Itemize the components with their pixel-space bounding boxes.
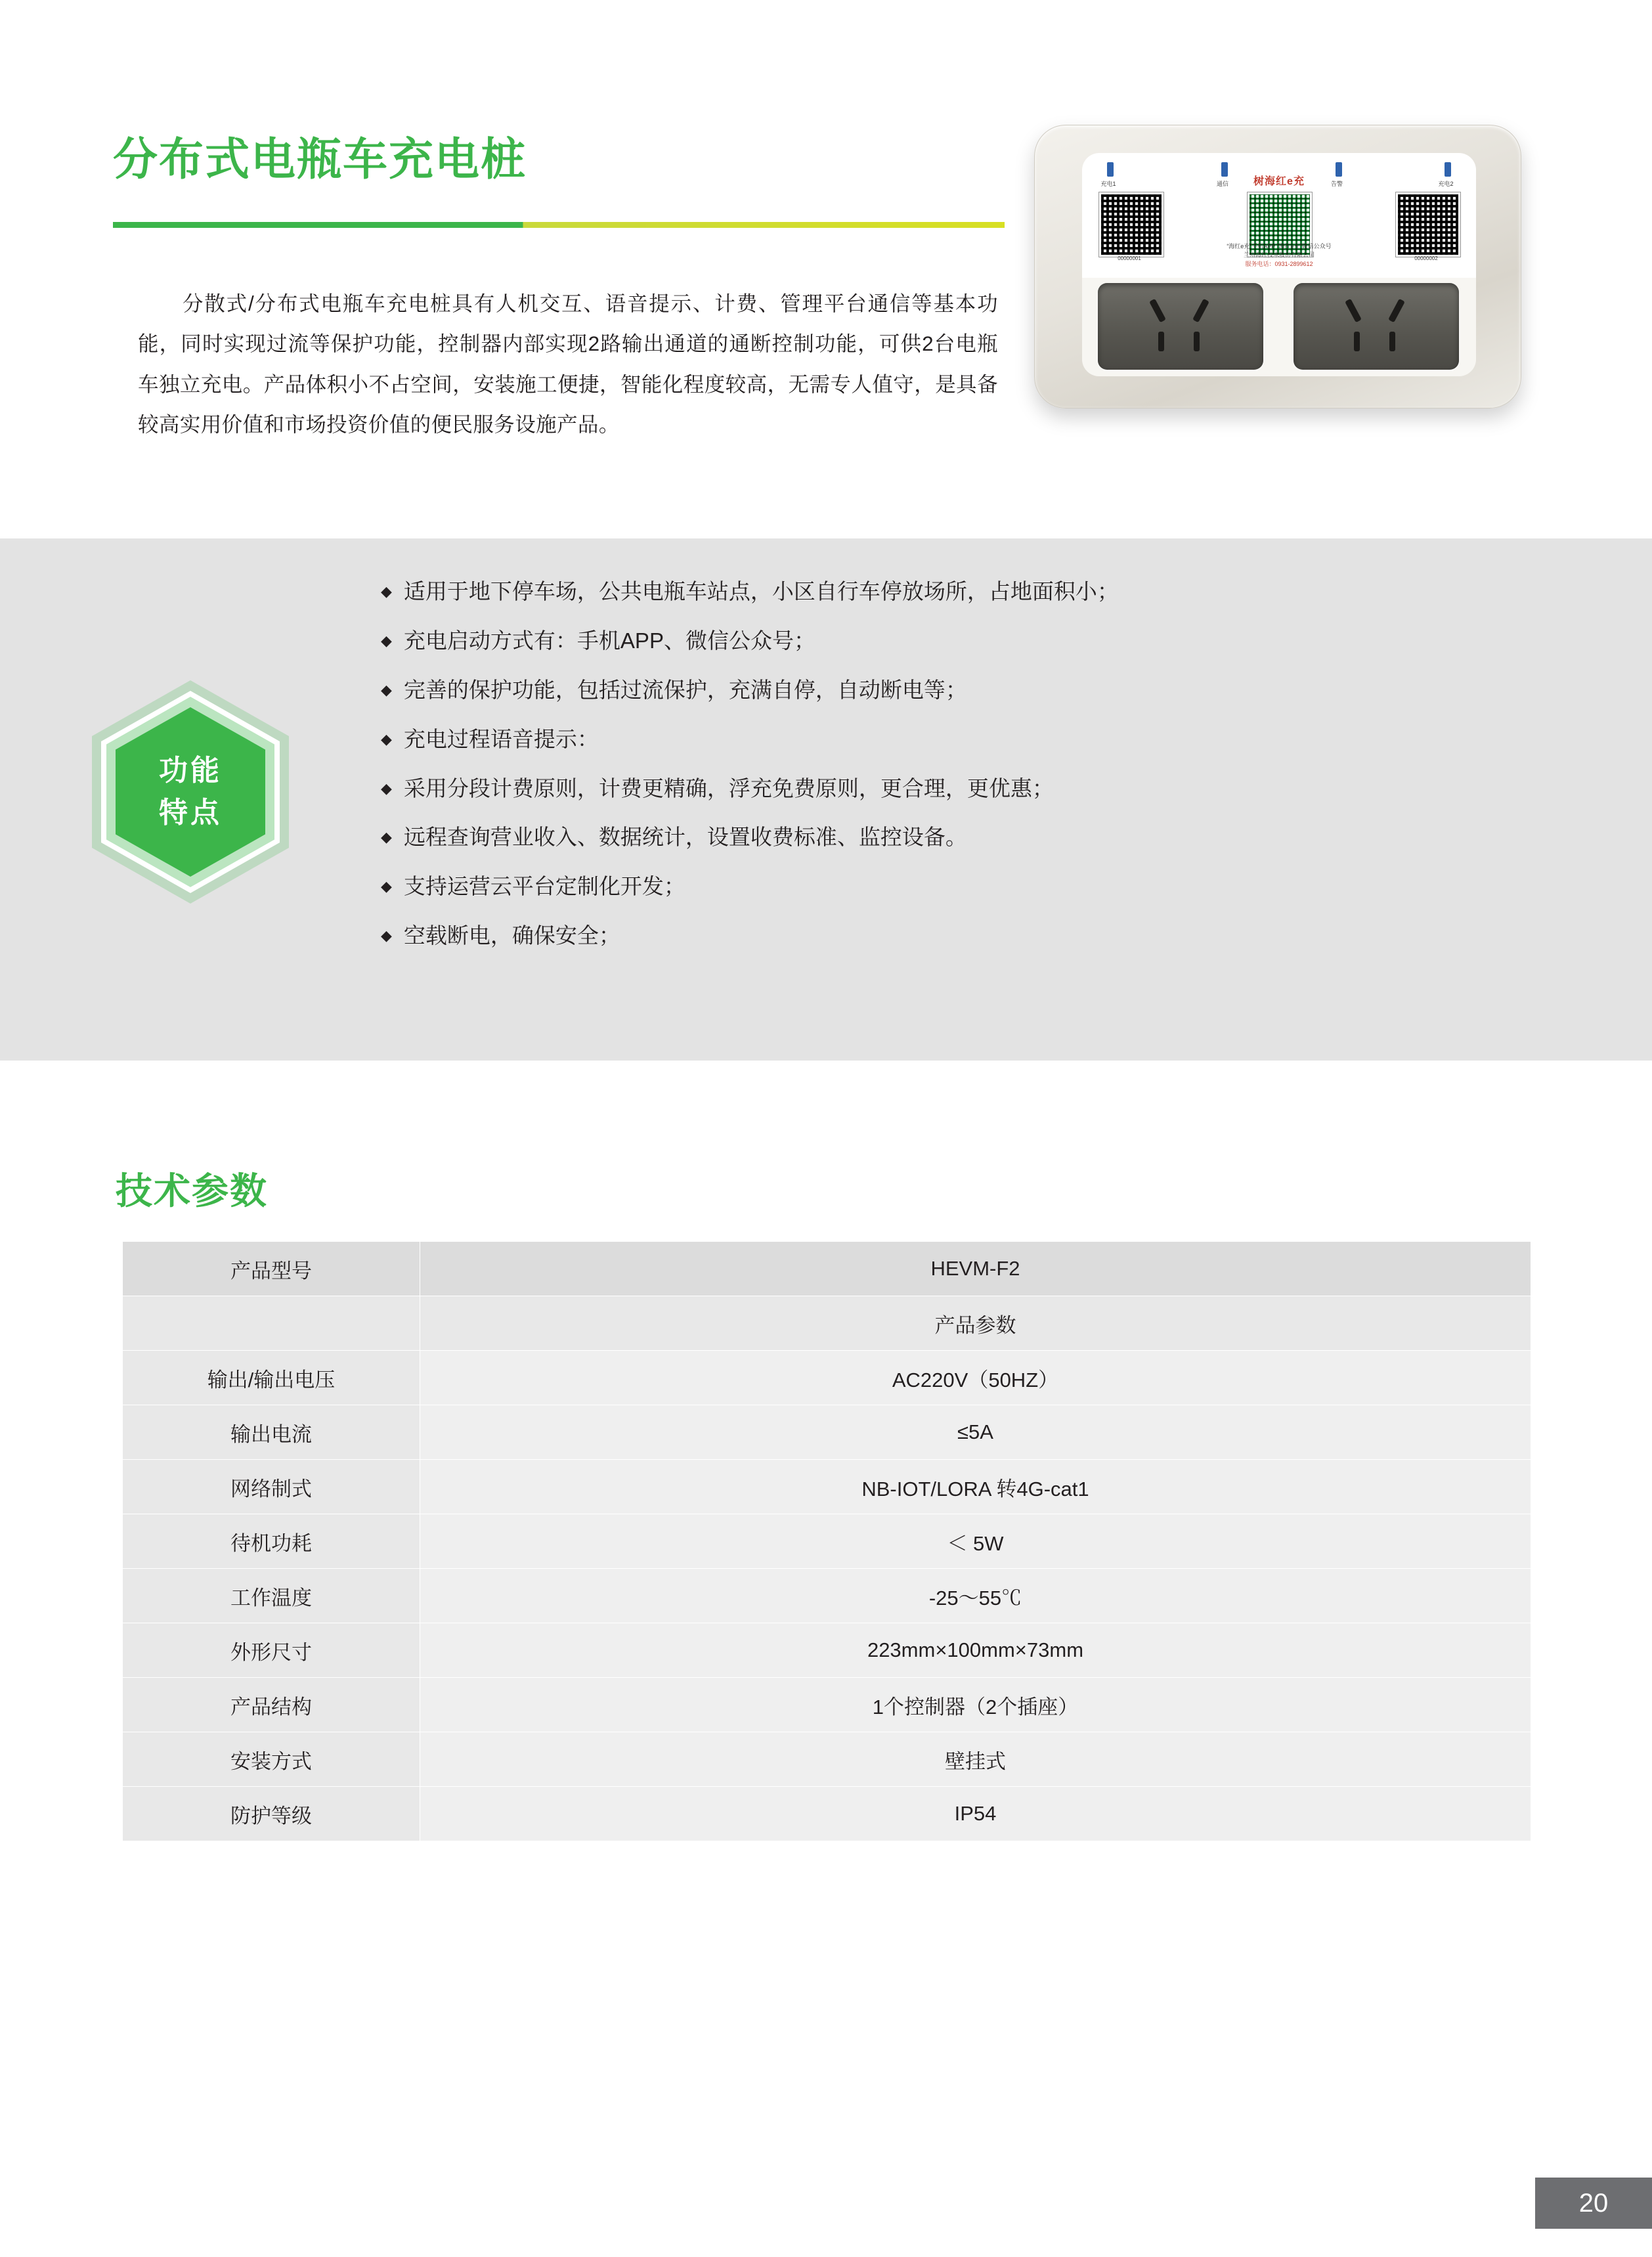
table-cell-key: 产品结构: [123, 1678, 420, 1732]
table-row: [123, 1623, 1531, 1678]
table-cell-value: 1个控制器（2个插座）: [420, 1678, 1531, 1732]
table-cell-key: 产品型号: [123, 1242, 420, 1296]
list-item-label: 充电启动方式有：手机APP、微信公众号；: [403, 628, 815, 653]
table-row: [123, 1569, 1531, 1623]
device-brand-text: 树海红e充: [1253, 176, 1305, 187]
diamond-bullet-icon: ◆: [381, 583, 392, 600]
table-cell-value: -25～55℃: [420, 1569, 1531, 1623]
features-hex-badge: [92, 680, 309, 917]
table-cell-key: 安装方式: [123, 1732, 420, 1787]
list-item-label: 完善的保护功能，包括过流保护，充满自停，自动断电等；: [403, 677, 967, 702]
list-item-label: 充电过程语音提示：: [403, 726, 599, 751]
hex-badge-line-1: 功能: [159, 755, 222, 787]
socket-left: [1098, 283, 1263, 370]
table-row: [123, 1787, 1531, 1841]
socket-slot: [1194, 332, 1200, 351]
indicator-bar-charge1: [1107, 162, 1114, 177]
device-company-block: [1082, 242, 1476, 269]
socket-slot: [1158, 332, 1164, 351]
hex-badge-text: [116, 707, 265, 877]
title-block: [113, 135, 1019, 185]
list-item-label: 适用于地下停车场，公共电瓶车站点，小区自行车停放场所，占地面积小；: [403, 579, 1119, 603]
port-label-charge2: 充电2: [1438, 181, 1454, 187]
list-item: [381, 823, 1497, 852]
table-cell-value: IP54: [420, 1787, 1531, 1841]
device-company-name: 兰州海红技术股份有限公司: [1243, 252, 1315, 258]
table-cell-key: 输出电流: [123, 1405, 420, 1460]
diamond-bullet-icon: ◆: [381, 779, 392, 797]
product-photo: [1014, 112, 1546, 420]
table-cell-value: 223mm×100mm×73mm: [420, 1623, 1531, 1678]
indicator-bar-alarm: [1336, 162, 1342, 177]
socket-slot: [1388, 299, 1405, 322]
table-cell-value: HEVM-F2: [420, 1242, 1531, 1296]
socket-slot: [1354, 332, 1360, 351]
device-socket-area: [1082, 278, 1476, 376]
table-cell-key: [123, 1296, 420, 1351]
device-serial-2: 00000002: [1414, 255, 1438, 261]
socket-slot: [1192, 299, 1209, 322]
hex-badge-line-2: 特点: [159, 797, 222, 829]
table-cell-value: 产品参数: [420, 1296, 1531, 1351]
device-qr-caption: “海红e充”手机APP “海红e充”微信公众号: [1227, 242, 1332, 250]
table-cell-value: ≤5A: [420, 1405, 1531, 1460]
tech-params-table: [122, 1241, 1531, 1841]
list-item-label: 采用分段计费原则，计费更精确，浮充免费原则，更合理，更优惠；: [403, 776, 1054, 800]
page-title: 分布式电瓶车充电桩: [113, 135, 527, 185]
list-item: [381, 775, 1497, 803]
table-row: [123, 1296, 1531, 1351]
list-item: [381, 578, 1497, 606]
table-row: [123, 1678, 1531, 1732]
device-label-panel: [1082, 153, 1476, 278]
list-item-label: 远程查询营业收入、数据统计，设置收费标准、监控设备。: [403, 825, 967, 850]
table-cell-value: AC220V（50HZ）: [420, 1351, 1531, 1405]
table-row: [123, 1514, 1531, 1569]
title-divider: [113, 222, 1005, 228]
table-cell-key: 工作温度: [123, 1569, 420, 1623]
port-label-charge1: 充电1: [1100, 181, 1116, 187]
table-row: [123, 1460, 1531, 1514]
table-cell-key: 输出/输出电压: [123, 1351, 420, 1405]
port-label-alarm: 告警: [1330, 181, 1343, 187]
table-row: [123, 1351, 1531, 1405]
table-cell-value: NB-IOT/LORA 转4G-cat1: [420, 1460, 1531, 1514]
diamond-bullet-icon: ◆: [381, 681, 392, 698]
device-serial-1: 00000001: [1118, 255, 1141, 261]
diamond-bullet-icon: ◆: [381, 632, 392, 649]
socket-slot: [1149, 299, 1166, 322]
table-row: [123, 1405, 1531, 1460]
table-cell-key: 防护等级: [123, 1787, 420, 1841]
table-row: [123, 1732, 1531, 1787]
device-service-phone: 服务电话：0931-2899612: [1245, 260, 1313, 267]
intro-paragraph: 分散式/分布式电瓶车充电桩具有人机交互、语音提示、计费、管理平台通信等基本功能，同时实现过流等保护功能，控制器内部实现2路输出通道的通断控制功能，可供2台电瓶车独立充电。产品体积小不占空间，安装施工便捷，智能化程度较高，无需专人值守，是具备较高实用价值和市场投资价值的便民服务设施产品。: [138, 292, 998, 437]
table-row: [123, 1242, 1531, 1296]
table-cell-value: ＜ 5W: [420, 1514, 1531, 1569]
port-label-comm: 通信: [1216, 181, 1228, 187]
feature-list: [381, 578, 1497, 971]
diamond-bullet-icon: ◆: [381, 878, 392, 895]
diamond-bullet-icon: ◆: [381, 927, 392, 944]
list-item-label: 空载断电，确保安全；: [403, 923, 620, 948]
diamond-bullet-icon: ◆: [381, 730, 392, 747]
device-enclosure: [1034, 125, 1521, 408]
table-cell-key: 网络制式: [123, 1460, 420, 1514]
page-number-badge: 20: [1535, 2178, 1652, 2229]
socket-slot: [1389, 332, 1395, 351]
list-item-label: 支持运营云平台定制化开发；: [403, 874, 685, 899]
list-item: [381, 726, 1497, 754]
diamond-bullet-icon: ◆: [381, 829, 392, 846]
list-item: [381, 873, 1497, 901]
list-item: [381, 627, 1497, 655]
tech-params-title: 技术参数: [116, 1170, 268, 1212]
table-cell-key: 待机功耗: [123, 1514, 420, 1569]
device-front-face: [1082, 153, 1476, 376]
socket-right: [1293, 283, 1459, 370]
indicator-bar-charge2: [1445, 162, 1451, 177]
table-cell-value: 壁挂式: [420, 1732, 1531, 1787]
list-item: [381, 922, 1497, 950]
table-cell-key: 外形尺寸: [123, 1623, 420, 1678]
socket-slot: [1345, 299, 1362, 322]
indicator-bar-comm: [1221, 162, 1228, 177]
list-item: [381, 676, 1497, 705]
